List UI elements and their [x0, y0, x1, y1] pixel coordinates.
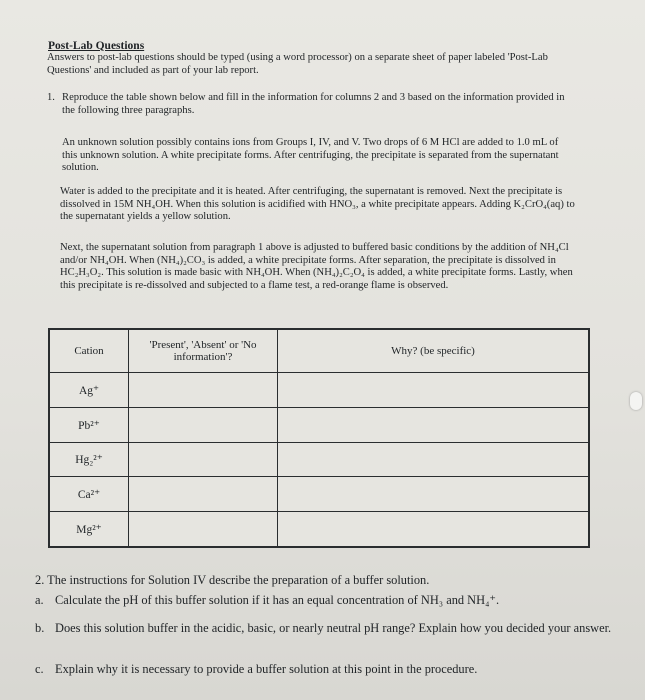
- question-2b-text: Does this solution buffer in the acidic, basic, or nearly neutral pH range? Explain how you decided your answer.: [55, 621, 612, 635]
- status-cell[interactable]: [129, 477, 278, 512]
- table-row: [50, 373, 589, 408]
- paragraph-1: An unknown solution possibly contains ions from Groups I, IV, and V. Two drops of 6 M HCl are added to 1.0 mL of this unknown solution. A white precipitate forms. After centrifuging, the precipitate is separated from the supernatant solution.: [62, 137, 559, 173]
- question-2b: [35, 620, 620, 636]
- header-cation: Cation: [50, 330, 129, 373]
- question-2c-text: Explain why it is necessary to provide a buffer solution at this point in the procedure.: [55, 662, 478, 676]
- header-present-absent: 'Present', 'Absent' or 'No information'?: [129, 330, 278, 373]
- post-lab-heading: Post-Lab Questions: [48, 40, 145, 52]
- cation-hg2: Hg₂²⁺: [50, 442, 129, 477]
- table-row: [50, 512, 589, 547]
- why-cell[interactable]: [278, 407, 589, 442]
- cation-pb: Pb²⁺: [50, 407, 129, 442]
- question-2c-letter: c.: [35, 662, 44, 676]
- status-cell[interactable]: [129, 373, 278, 408]
- why-cell[interactable]: [278, 442, 589, 477]
- status-cell[interactable]: [129, 407, 278, 442]
- cation-results-table: [48, 328, 590, 548]
- question-2: 2. The instructions for Solution IV describe the preparation of a buffer solution.: [35, 573, 430, 587]
- question-2a-letter: a.: [35, 593, 44, 607]
- page-edge-tab: [630, 392, 642, 410]
- cation-mg: Mg²⁺: [50, 512, 129, 547]
- table-row: [50, 442, 589, 477]
- question-2b-letter: b.: [35, 621, 45, 635]
- question-2a: [35, 592, 499, 608]
- paragraph-3: Next, the supernatant solution from paragraph 1 above is adjusted to buffered basic conditions by the addition of NH₄Cl and/or NH₄OH. When (NH₄)₂CO₃ is added, a white precipitate forms. After separation, the precipitate is dissolved in HC₂H₃O₂. This solution is made basic with NH₄OH. When (NH₄)₂C₂O₄ is added, a white precipitate forms. Lastly, when this precipitate is re-dissolved and subjected to a flame test, a red-orange flame is observed.: [60, 242, 573, 291]
- cation-ag: Ag⁺: [50, 373, 129, 408]
- status-cell[interactable]: [129, 442, 278, 477]
- question-2c: [35, 661, 477, 677]
- question-2a-text: Calculate the pH of this buffer solution if it has an equal concentration of NH₃ and NH₄⁺.: [55, 593, 500, 607]
- why-cell[interactable]: [278, 512, 589, 547]
- table-row: [50, 407, 589, 442]
- question-1-number: 1.: [47, 92, 55, 103]
- table-row: [50, 477, 589, 512]
- why-cell[interactable]: [278, 373, 589, 408]
- cation-ca: Ca²⁺: [50, 477, 129, 512]
- question-1-text: Reproduce the table shown below and fill in the information for columns 2 and 3 based on the information provided in the following three paragraphs.: [62, 92, 565, 116]
- table-header-row: [50, 330, 589, 373]
- paragraph-2: Water is added to the precipitate and it is heated. After centrifuging, the supernatant is removed. Next the precipitate is dissolved in 15M NH₄OH. When this solution is acidified with HNO₃, a white precipitate appears. Adding K₂CrO₄(aq) to the supernatant yields a yellow solution.: [60, 186, 575, 222]
- header-why: Why? (be specific): [278, 330, 589, 373]
- intro-instructions: Answers to post-lab questions should be typed (using a word processor) on a separate sheet of paper labeled 'Post-Lab Questions' and included as part of your lab report.: [47, 52, 548, 76]
- status-cell[interactable]: [129, 512, 278, 547]
- why-cell[interactable]: [278, 477, 589, 512]
